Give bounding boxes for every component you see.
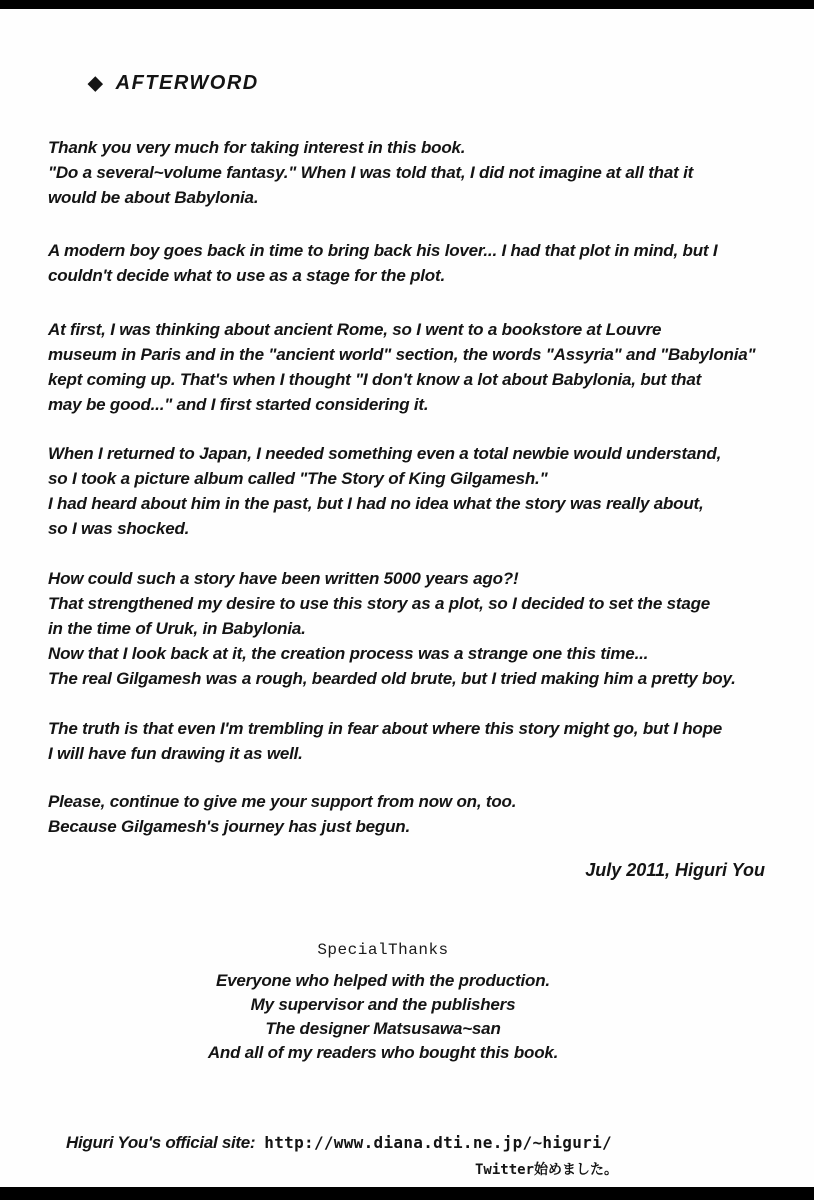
text-line: How could such a story have been written 5000 years ago?! xyxy=(48,569,519,588)
twitter-note: Twitter始めました。 xyxy=(475,1162,619,1178)
text-line: so I took a picture album called "The Story of King Gilgamesh." xyxy=(48,469,548,488)
thanks-line: The designer Matsusawa~san xyxy=(265,1019,501,1038)
text-line: so I was shocked. xyxy=(48,519,190,538)
paragraph-closing xyxy=(48,789,516,839)
paragraph-trembling xyxy=(48,716,722,766)
official-site-url: http://www.diana.dti.ne.jp/~higuri/ xyxy=(264,1133,612,1152)
special-thanks-list xyxy=(40,969,726,1065)
special-thanks-section xyxy=(40,941,726,1065)
text-line: That strengthened my desire to use this story as a plot, so I decided to set the stage xyxy=(48,594,711,613)
paragraph-louvre xyxy=(48,317,755,417)
paragraph-intro xyxy=(48,135,693,210)
text-line: would be about Babylonia. xyxy=(48,188,259,207)
diamond-bullet-icon: ◆ xyxy=(88,73,103,94)
text-line: Thank you very much for taking interest in this book. xyxy=(48,138,466,157)
thanks-line: And all of my readers who bought this book. xyxy=(207,1043,559,1062)
scan-edge-bottom xyxy=(0,1187,814,1200)
text-line: "Do a several~volume fantasy." When I was told that, I did not imagine at all that it xyxy=(48,163,694,182)
text-line: The real Gilgamesh was a rough, bearded old brute, but I tried making him a pretty boy. xyxy=(48,669,736,688)
text-line: Now that I look back at it, the creation process was a strange one this time... xyxy=(48,644,649,663)
text-line: museum in Paris and in the "ancient world" section, the words "Assyria" and "Babylonia" xyxy=(48,345,756,364)
text-line: Please, continue to give me your support from now on, too. xyxy=(48,792,517,811)
paragraph-plot-idea xyxy=(48,238,717,288)
paragraph-gilgamesh-album xyxy=(48,441,721,541)
page-title-label: AFTERWORD xyxy=(115,72,259,94)
text-line: kept coming up. That's when I thought "I don't know a lot about Babylonia, but that xyxy=(48,370,702,389)
page-title xyxy=(88,72,259,95)
thanks-line: Everyone who helped with the production. xyxy=(216,971,550,990)
paragraph-5000-years xyxy=(48,566,736,691)
text-line: may be good..." and I first started considering it. xyxy=(48,395,429,414)
text-line: The truth is that even I'm trembling in fear about where this story might go, but I hope xyxy=(48,719,723,738)
scan-edge-top xyxy=(0,0,814,9)
author-signature: July 2011, Higuri You xyxy=(585,860,765,880)
text-line: in the time of Uruk, in Babylonia. xyxy=(48,619,306,638)
text-line: Because Gilgamesh's journey has just begun. xyxy=(48,817,410,836)
official-site-label: Higuri You's official site: xyxy=(66,1133,256,1152)
text-line: couldn't decide what to use as a stage for the plot. xyxy=(48,266,445,285)
official-site-line xyxy=(66,1133,612,1153)
text-line: A modern boy goes back in time to bring back his lover... I had that plot in mind, but I xyxy=(48,241,718,260)
thanks-line: My supervisor and the publishers xyxy=(250,995,516,1014)
text-line: At first, I was thinking about ancient Rome, so I went to a bookstore at Louvre xyxy=(48,320,662,339)
text-line: When I returned to Japan, I needed something even a total newbie would understand, xyxy=(48,444,722,463)
special-thanks-title: SpecialThanks xyxy=(317,941,449,959)
text-line: I will have fun drawing it as well. xyxy=(48,744,303,763)
text-line: I had heard about him in the past, but I had no idea what the story was really about, xyxy=(48,494,704,513)
